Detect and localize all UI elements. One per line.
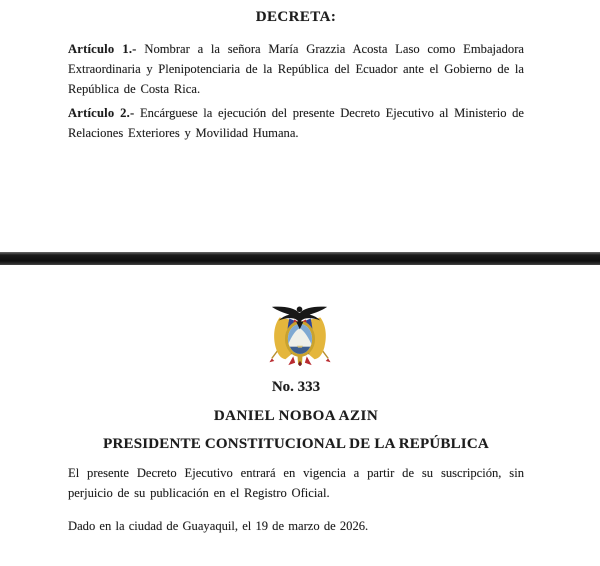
president-title: PRESIDENTE CONSTITUCIONAL DE LA REPÚBLICA — [103, 436, 489, 452]
decree-number: No. 333 — [271, 379, 321, 395]
article-2-label: Artículo 2.- — [68, 106, 135, 120]
president-name: DANIEL NOBOA AZIN — [213, 408, 379, 424]
emblem-container — [0, 303, 600, 369]
place-date-line: Dado en la ciudad de Guayaquil, el 19 de marzo de 2026. — [68, 519, 369, 533]
validity-clause: El presente Decreto Ejecutivo entrará en vigencia a partir de su suscripción, sin perjuicio de su publicación en el Registro Oficial. — [68, 466, 524, 500]
ecuador-coat-of-arms-icon — [265, 303, 335, 369]
decree-top-section — [0, 8, 600, 143]
article-1-text: Nombrar a la señora María Grazzia Acosta Laso como Embajadora Extraordinaria y Plenipotenciaria de la República del Ecuador ante el Gobierno de la República de Costa Rica. — [68, 42, 524, 96]
decree-heading: DECRETA: — [255, 9, 337, 25]
article-1-label: Artículo 1.- — [68, 42, 137, 56]
article-2-text: Encárguese la ejecución del presente Decreto Ejecutivo al Ministerio de Relaciones Exteriores y Movilidad Humana. — [68, 106, 524, 140]
article-2-paragraph — [68, 103, 524, 143]
decree-bottom-section — [0, 378, 600, 536]
page-separator-bar — [0, 252, 600, 265]
article-1-paragraph — [68, 39, 524, 99]
